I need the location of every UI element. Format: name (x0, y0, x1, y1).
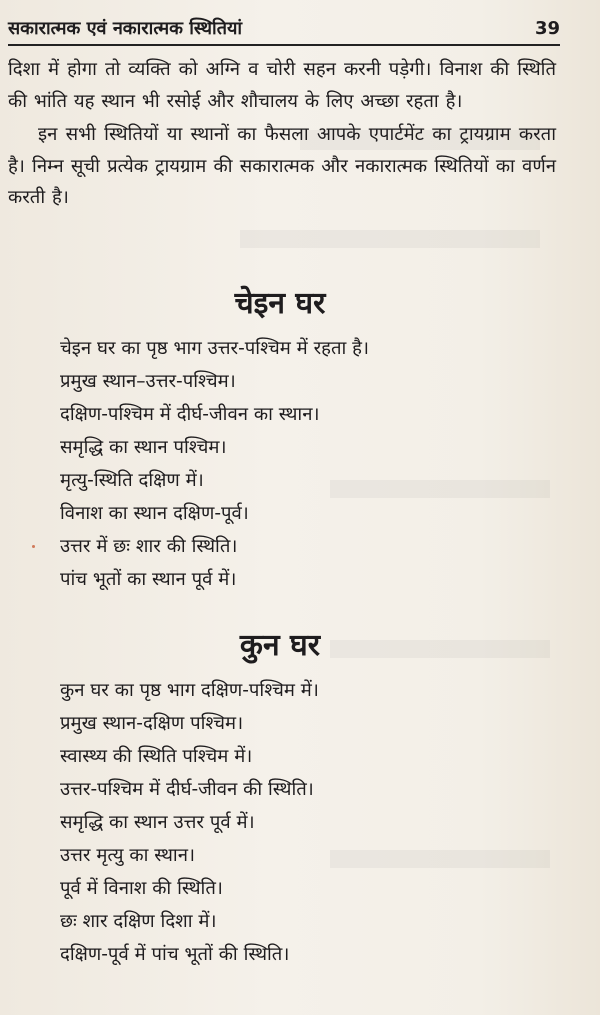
list-item: प्रमुख स्थान-दक्षिण पश्चिम। (60, 713, 244, 734)
show-through-mark (240, 230, 540, 248)
list-item: पांच भूतों का स्थान पूर्व में। (60, 569, 237, 590)
paper-speck (32, 545, 35, 548)
list-item: छः शार दक्षिण दिशा में। (60, 911, 217, 932)
list-item: समृद्धि का स्थान उत्तर पूर्व में। (60, 812, 255, 833)
list-item: स्वास्थ्य की स्थिति पश्चिम में। (60, 746, 253, 767)
running-head: सकारात्मक एवं नकारात्मक स्थितियां (8, 18, 243, 39)
list-item: उत्तर मृत्यु का स्थान। (60, 845, 196, 866)
list-item: दक्षिण-पश्चिम में दीर्घ-जीवन का स्थान। (60, 404, 320, 425)
page-header (8, 14, 560, 46)
section-list-chein-ghar (60, 332, 560, 596)
list-item: दक्षिण-पूर्व में पांच भूतों की स्थिति। (60, 944, 290, 965)
intro-text (8, 54, 556, 216)
list-item: समृद्धि का स्थान पश्चिम। (60, 437, 227, 458)
list-item: चेइन घर का पृष्ठ भाग उत्तर-पश्चिम में रहता है। (60, 338, 370, 359)
list-item: विनाश का स्थान दक्षिण-पूर्व। (60, 503, 249, 524)
list-item: उत्तर-पश्चिम में दीर्घ-जीवन की स्थिति। (60, 779, 314, 800)
section-heading-kun-ghar: कुन घर (239, 628, 321, 663)
list-item: मृत्यु-स्थिति दक्षिण में। (60, 470, 204, 491)
list-item: प्रमुख स्थान–उत्तर-पश्चिम। (60, 371, 236, 392)
list-item: उत्तर में छः शार की स्थिति। (60, 536, 238, 557)
intro-paragraph-1: दिशा में होगा तो व्यक्ति को अग्नि व चोरी सहन करनी पड़ेगी। विनाश की स्थिति की भांति यह स्थान भी रसोई और शौचालय के लिए अच्छा रहता है। (8, 59, 556, 112)
section-heading-chein-ghar: चेइन घर (234, 286, 326, 321)
page-number: 39 (534, 17, 560, 39)
intro-paragraph-2: इन सभी स्थितियों या स्थानों का फैसला आपके एपार्टमेंट का ट्रायग्राम करता है। निम्न सूची प्रत्येक ट्रायग्राम की सकारात्मक और नकारात्मक स्थितियों का वर्णन करती है। (8, 124, 556, 208)
list-item: कुन घर का पृष्ठ भाग दक्षिण-पश्चिम में। (60, 680, 319, 701)
list-item: पूर्व में विनाश की स्थिति। (60, 878, 223, 899)
section-list-kun-ghar (60, 674, 560, 971)
